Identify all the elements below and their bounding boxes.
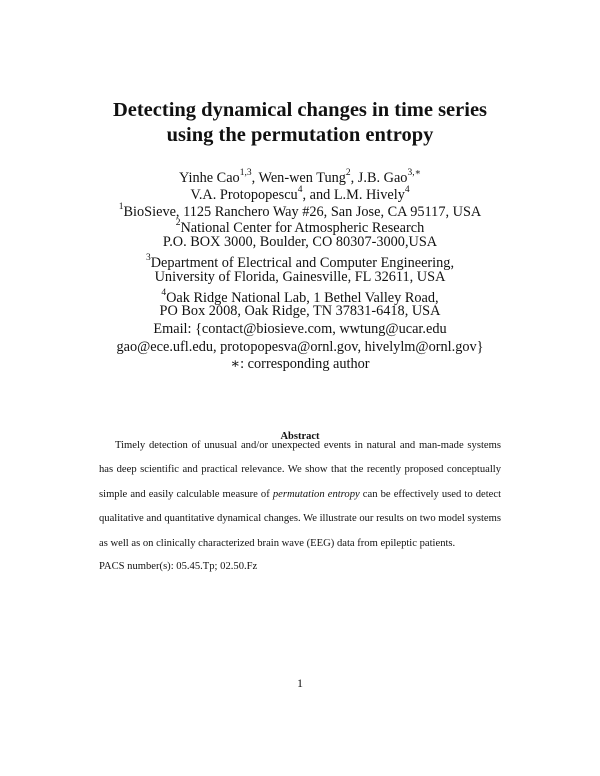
email-line-1: Email: {contact@biosieve.com, wwtung@ucar.edu [153, 321, 447, 337]
paper-title-line-1: Detecting dynamical changes in time series [112, 99, 488, 121]
author-hively-sup: 4 [404, 185, 410, 195]
affiliation-1-text: BioSieve, 1125 Ranchero Way #26, San Jose, CA 95117, USA [123, 203, 482, 220]
author-tung: , Wen-wen Tung [251, 169, 346, 186]
affiliation-1-sup: 1 [118, 202, 124, 212]
affiliation-4-line-2: PO Box 2008, Oak Ridge, TN 37831-6418, USA [159, 303, 441, 319]
affiliation-4-sup: 4 [161, 288, 167, 298]
abstract-text-part-2: can be effectively used to detect qualitative and quantitative dynamical changes. We illustrate our results on two model systems as well as on clinically characterized brain wave (EEG) data from epileptic patients. [99, 488, 502, 549]
email-line-2: gao@ece.ufl.edu, protopopesva@ornl.gov, hivelylm@ornl.gov} [116, 339, 484, 355]
pacs-numbers: PACS number(s): 05.45.Tp; 02.50.Fz [99, 561, 258, 572]
affiliation-3-text: Department of Electrical and Computer Engineering, [150, 254, 455, 271]
paper-title-line-2: using the permutation entropy [166, 124, 434, 146]
author-hively: , and L.M. Hively [302, 186, 405, 203]
author-protopopescu: V.A. Protopopescu [190, 186, 298, 203]
affiliation-2-text: National Center for Atmospheric Research [180, 219, 425, 236]
affiliation-3-line-2: University of Florida, Gainesville, FL 32611, USA [154, 269, 446, 285]
abstract-body [99, 434, 501, 556]
author-protopopescu-sup: 4 [297, 185, 303, 195]
author-gao-sup: 3,∗ [407, 168, 422, 178]
affiliation-4-text: Oak Ridge National Lab, 1 Bethel Valley Road, [166, 289, 439, 306]
abstract-heading: Abstract [280, 431, 320, 442]
author-gao: , J.B. Gao [350, 169, 408, 186]
corresponding-author-note: ∗: corresponding author [230, 356, 370, 372]
author-tung-sup: 2 [345, 168, 351, 178]
abstract-emphasis: permutation entropy [272, 488, 360, 500]
page-number: 1 [297, 676, 303, 690]
author-cao-sup: 1,3 [239, 168, 252, 178]
abstract-text-part-1: Timely detection of unusual and/or unexpected events in natural and man-made systems has deep scientific and practical relevance. We show that the recently proposed conceptually simple and easily calculable measure of [99, 440, 501, 500]
affiliation-3-sup: 3 [145, 253, 151, 263]
affiliation-2-sup: 2 [175, 218, 181, 228]
affiliation-2-line-2: P.O. BOX 3000, Boulder, CO 80307-3000,USA [162, 234, 438, 250]
author-cao: Yinhe Cao [178, 169, 240, 186]
